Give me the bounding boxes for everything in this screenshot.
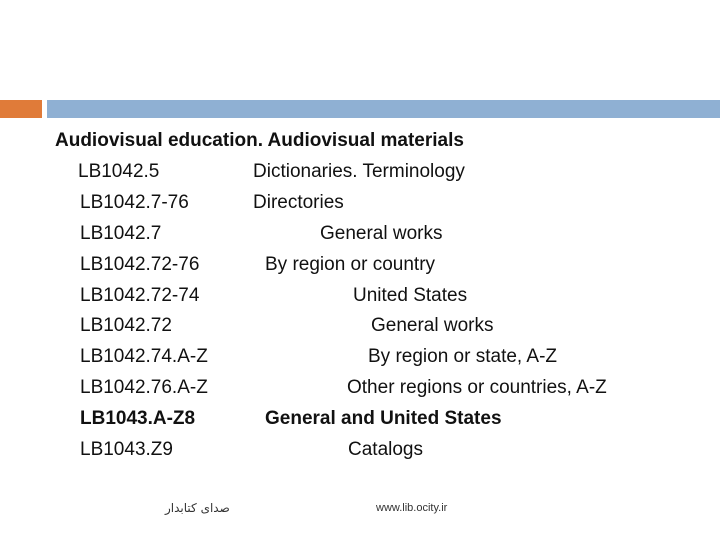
class-code: LB1042.7 — [80, 223, 162, 244]
class-description: Other regions or countries, A-Z — [347, 377, 607, 398]
classification-row — [0, 254, 720, 280]
class-description: Directories — [253, 192, 344, 213]
accent-bar-blue — [47, 100, 720, 118]
classification-row-highlighted — [0, 408, 720, 434]
classification-row — [0, 346, 720, 372]
class-description: Catalogs — [348, 439, 423, 460]
class-code: LB1042.72-74 — [80, 285, 200, 306]
classification-row — [0, 439, 720, 465]
class-code: LB1042.72 — [80, 315, 172, 336]
classification-row — [0, 192, 720, 218]
class-description: By region or country — [265, 254, 436, 275]
class-code: LB1042.74.A-Z — [80, 346, 208, 367]
classification-row — [0, 161, 720, 187]
class-code: LB1043.Z9 — [80, 439, 173, 460]
classification-row — [0, 285, 720, 311]
classification-row — [0, 223, 720, 249]
slide-heading: Audiovisual education. Audiovisual materials — [55, 130, 464, 151]
class-description: General works — [320, 223, 443, 244]
class-description: General and United States — [265, 408, 502, 429]
class-code: LB1042.7-76 — [80, 192, 189, 213]
class-description: United States — [353, 285, 468, 306]
classification-row — [0, 315, 720, 341]
class-code: LB1042.5 — [78, 161, 160, 182]
class-code: LB1043.A-Z8 — [80, 408, 196, 429]
footer-brand-text: صدای کتابدار — [165, 501, 230, 515]
class-description: Dictionaries. Terminology — [253, 161, 465, 182]
class-description: General works — [371, 315, 494, 336]
class-description: By region or state, A-Z — [368, 346, 558, 367]
footer-url: www.lib.ocity.ir — [376, 502, 448, 514]
accent-bar-orange — [0, 100, 42, 118]
class-code: LB1042.76.A-Z — [80, 377, 208, 398]
classification-row — [0, 377, 720, 403]
class-code: LB1042.72-76 — [80, 254, 200, 275]
